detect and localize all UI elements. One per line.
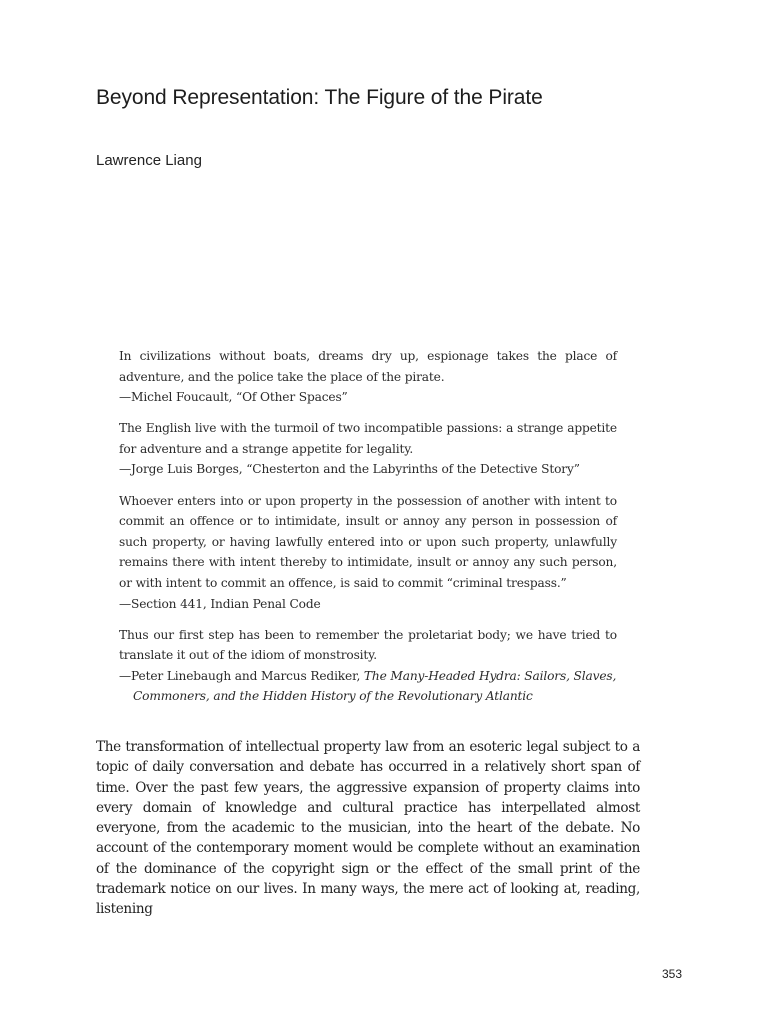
epigraph-quote: Whoever enters into or upon property in the possession of another with intent to commit an offence or to intimidate, insult or annoy any person in possession of such property, or having lawfully entered into or upon such property, unlawfully remains there with intent thereby to intimidate, insult or annoy any such person, or with intent to commit an offence, is said to commit “criminal trespass.” [119, 493, 617, 590]
epigraph [119, 625, 617, 707]
article-title: Beyond Representation: The Figure of the Pirate [96, 86, 543, 109]
page-number: 353 [662, 967, 683, 981]
epigraphs [119, 346, 617, 718]
epigraph [119, 418, 617, 480]
epigraph-attribution: —Michel Foucault, “Of Other Spaces” [119, 390, 348, 405]
epigraph-attribution-continued [119, 686, 617, 707]
body-paragraph: The transformation of intellectual property law from an esoteric legal subject to a topic of daily conversation and debate has occurred in a relatively short span of time. Over the past few years, the aggressive expansion of property claims into every domain of knowledge and cultural practice has interpellated almost everyone, from the academic to the musician, into the heart of the debate. No account of the contemporary moment would be complete without an examination of the dominance of the copyright sign or the effect of the small print of the trademark notice on our lives. In many ways, the mere act of looking at, reading, listening [96, 739, 640, 918]
epigraph-attribution: —Section 441, Indian Penal Code [119, 596, 321, 611]
attribution-book-title: The Many-Headed Hydra: Sailors, Slaves, [363, 668, 617, 683]
epigraph-quote: Thus our first step has been to remember the proletariat body; we have tried to translate it out of the idiom of monstrosity. [119, 627, 617, 663]
epigraph-attribution: —Jorge Luis Borges, “Chesterton and the Labyrinths of the Detective Story” [119, 462, 580, 477]
epigraph-quote: The English live with the turmoil of two incompatible passions: a strange appetite for adventure and a strange appetite for legality. [119, 421, 617, 456]
attribution-book-title-continued: Commoners, and the Hidden History of the Revolutionary Atlantic [133, 689, 533, 704]
epigraph-quote: In civilizations without boats, dreams dry up, espionage takes the place of adventure, and the police take the place of the pirate. [119, 349, 617, 384]
epigraph [119, 346, 617, 408]
epigraph [119, 491, 617, 615]
attribution-authors: —Peter Linebaugh and Marcus Rediker, [119, 668, 364, 683]
epigraph-attribution [119, 666, 617, 687]
author-name: Lawrence Liang [96, 152, 202, 169]
